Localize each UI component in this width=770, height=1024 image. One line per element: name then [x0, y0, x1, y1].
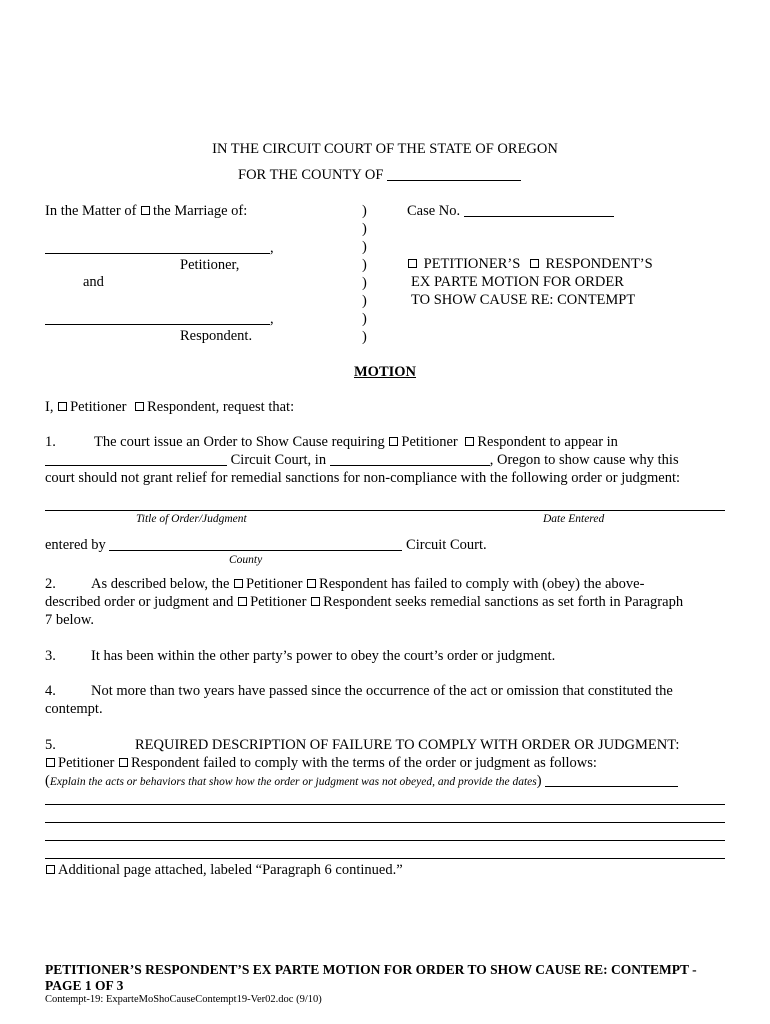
additional-page-line [45, 862, 403, 879]
entered-by-line [45, 537, 487, 554]
motion-title-line2: EX PARTE MOTION FOR ORDER [411, 274, 624, 290]
close-paren: ) [536, 773, 542, 789]
p2-number: 2. [45, 576, 56, 592]
petitioner-name-line [45, 240, 274, 257]
p2-petitioner: Petitioner [246, 576, 303, 592]
intro-line [45, 399, 294, 416]
p1-petitioner-checkbox[interactable] [389, 437, 398, 446]
respondent-name-line [45, 311, 274, 328]
explain-line[interactable] [45, 804, 725, 805]
matter-line [45, 203, 247, 220]
p1-line2 [45, 452, 679, 469]
p2-respondent-checkbox[interactable] [307, 579, 316, 588]
p4-text-b: contempt. [45, 701, 103, 717]
intro-respondent-checkbox[interactable] [135, 402, 144, 411]
p1-number: 1. [45, 434, 56, 450]
open-paren: ( [45, 773, 50, 789]
p5-line2 [45, 755, 597, 772]
caption-paren: ) [362, 293, 367, 309]
petitioner-label: Petitioner, [180, 257, 240, 273]
motion-title-line3: TO SHOW CAUSE RE: CONTEMPT [411, 292, 636, 308]
petitioner-name-field[interactable] [45, 241, 270, 254]
additional-page-checkbox[interactable] [46, 865, 55, 874]
p2-petitioner-checkbox[interactable] [234, 579, 243, 588]
p4-text-a: Not more than two years have passed since the occurrence of the act or omission that constituted the [91, 683, 673, 699]
title-petitioner: PETITIONER’S [423, 256, 521, 272]
caption-paren: ) [362, 203, 367, 219]
p2-text-b: has failed to comply with (obey) the above- [391, 576, 645, 592]
title-respondent: RESPONDENT’S [545, 256, 653, 272]
and-label: and [83, 274, 104, 290]
p2-respondent2-checkbox[interactable] [311, 597, 320, 606]
caption-paren: ) [362, 275, 367, 291]
p5-heading: REQUIRED DESCRIPTION OF FAILURE TO COMPLY WITH ORDER OR JUDGMENT: [135, 737, 680, 753]
p5-text-b: failed to comply with the terms of the order or judgment as follows: [203, 755, 597, 771]
comma: , [270, 311, 274, 327]
p5-number: 5. [45, 737, 56, 753]
p2-line2 [45, 594, 683, 611]
p5-explain-line [45, 773, 678, 790]
city-field[interactable] [330, 453, 490, 466]
caption-paren: ) [362, 257, 367, 273]
p2-respondent: Respondent [319, 576, 388, 592]
title-petitioner-checkbox[interactable] [408, 259, 417, 268]
entered-by-label: entered by [45, 537, 106, 553]
circuit-court-field[interactable] [45, 453, 227, 466]
order-judgment-line[interactable] [45, 510, 725, 511]
explain-line[interactable] [45, 840, 725, 841]
p2-line1 [91, 576, 644, 593]
p1-respondent: Respondent [477, 434, 546, 450]
p5-petitioner-checkbox[interactable] [46, 758, 55, 767]
date-caption: Date Entered [543, 513, 605, 525]
explain-line[interactable] [45, 822, 725, 823]
county-field[interactable] [387, 168, 521, 181]
circuit-court-label: Circuit Court. [406, 537, 487, 553]
p1-line3: court should not grant relief for remedial sanctions for non-compliance with the following order or judgment: [45, 470, 681, 486]
marriage-checkbox[interactable] [141, 206, 150, 215]
county-line [238, 167, 521, 184]
caption-paren: ) [362, 329, 367, 345]
p5-respondent-checkbox[interactable] [119, 758, 128, 767]
county-label: FOR THE COUNTY OF [238, 167, 384, 183]
p1-text-a: The court issue an Order to Show Cause requiring [94, 434, 385, 450]
p3-number: 3. [45, 648, 56, 664]
p2-text-d: seeks remedial sanctions as set forth in Paragraph [395, 594, 684, 610]
intro-respondent: Respondent [147, 399, 216, 415]
p2-petitioner2-checkbox[interactable] [238, 597, 247, 606]
p1-oregon: , Oregon to show cause why this [489, 452, 679, 468]
footer-docref: Contempt-19: ExparteMoShoCauseContempt19-Ver02.doc (9/10) [45, 994, 322, 1005]
p5-explain: Explain the acts or behaviors that show how the order or judgment was not obeyed, and provide the dates [49, 776, 537, 788]
motion-title-line1 [407, 256, 653, 273]
p1-text-b: to appear in [549, 434, 618, 450]
p5-petitioner: Petitioner [58, 755, 115, 771]
p1-respondent-checkbox[interactable] [465, 437, 474, 446]
p1-line1 [94, 434, 618, 451]
footer-page: PAGE 1 OF 3 [45, 978, 124, 993]
explain-line[interactable] [45, 858, 725, 859]
matter-suffix: the Marriage of: [153, 203, 248, 219]
explain-field[interactable] [545, 774, 678, 787]
p1-circuit: Circuit Court, in [230, 452, 327, 468]
case-no-field[interactable] [464, 204, 614, 217]
p3-text: It has been within the other party’s power to obey the court’s order or judgment. [91, 648, 556, 664]
intro-petitioner: Petitioner [70, 399, 127, 415]
p4-number: 4. [45, 683, 56, 699]
p2-petitioner2: Petitioner [250, 594, 307, 610]
court-heading: IN THE CIRCUIT COURT OF THE STATE OF OREGON [212, 141, 558, 157]
p2-respondent2: Respondent [323, 594, 392, 610]
comma: , [270, 240, 274, 256]
title-respondent-checkbox[interactable] [530, 259, 539, 268]
p2-text-c: described order or judgment and [45, 594, 234, 610]
intro-prefix: I, [45, 399, 54, 415]
additional-page-text: Additional page attached, labeled “Paragraph 6 continued.” [58, 862, 403, 878]
motion-heading: MOTION [353, 364, 417, 380]
p1-petitioner: Petitioner [401, 434, 458, 450]
case-no-line [407, 203, 614, 220]
footer-title: PETITIONER’S RESPONDENT’S EX PARTE MOTION FOR ORDER TO SHOW CAUSE RE: CONTEMPT - [45, 962, 697, 977]
caption-paren: ) [362, 311, 367, 327]
matter-prefix: In the Matter of [45, 203, 137, 219]
p5-respondent: Respondent [131, 755, 200, 771]
caption-paren: ) [362, 221, 367, 237]
intro-petitioner-checkbox[interactable] [58, 402, 67, 411]
title-caption: Title of Order/Judgment [136, 513, 247, 525]
entered-by-county-field[interactable] [109, 538, 402, 551]
respondent-name-field[interactable] [45, 312, 270, 325]
caption-paren: ) [362, 239, 367, 255]
p2-text-a: As described below, the [91, 576, 230, 592]
respondent-label: Respondent. [180, 328, 253, 344]
intro-suffix: , request that: [215, 399, 295, 415]
county-caption: County [229, 554, 263, 566]
p2-line3: 7 below. [45, 612, 94, 628]
case-no-label: Case No. [407, 203, 461, 219]
